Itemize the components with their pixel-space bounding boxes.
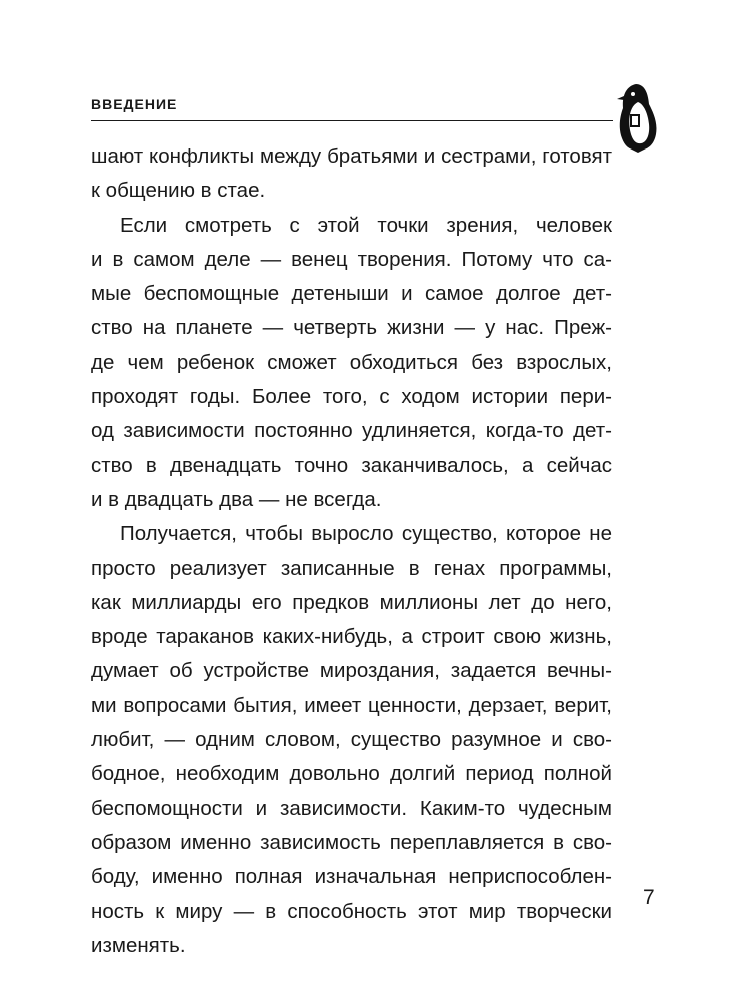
text-line: од зависимости постоянно удлиняется, когда-то дет- bbox=[91, 419, 612, 443]
text-line: де чем ребенок сможет обходиться без взрослых, bbox=[91, 350, 612, 374]
text-line: ство на планете — четверть жизни — у нас. Преж- bbox=[91, 316, 612, 340]
text-line: и в самом деле — венец творения. Потому что са- bbox=[91, 247, 612, 271]
running-head-title: ВВЕДЕНИЕ bbox=[91, 96, 178, 112]
text-line: думает об устройстве мироздания, задается вечны- bbox=[91, 659, 612, 683]
text-line: вроде тараканов каких-нибудь, а строит свою жизнь, bbox=[91, 625, 612, 649]
header-rule bbox=[91, 120, 613, 121]
text-line: проходят годы. Более того, с ходом истории пери- bbox=[91, 385, 612, 409]
text-line: шают конфликты между братьями и сестрами, готовят bbox=[91, 145, 612, 168]
text-line: ми вопросами бытия, имеет ценности, дерзает, верит, bbox=[91, 693, 612, 717]
text-line: просто реализует записанные в генах программы, bbox=[91, 556, 612, 580]
text-line: Если смотреть с этой точки зрения, человек bbox=[120, 213, 612, 237]
text-line: как миллиарды его предков миллионы лет до него, bbox=[91, 590, 612, 614]
text-line: мые беспомощные детеныши и самое долгое дет- bbox=[91, 282, 612, 306]
penguin-icon bbox=[616, 82, 658, 154]
body-text bbox=[91, 140, 612, 963]
page-number: 7 bbox=[643, 886, 655, 909]
text-line: боду, именно полная изначальная неприспособлен- bbox=[91, 865, 612, 889]
text-line: и в двадцать два — не всегда. bbox=[91, 487, 382, 511]
text-line: любит, — одним словом, существо разумное и сво- bbox=[91, 728, 612, 752]
text-line: Получается, чтобы выросло существо, которое не bbox=[120, 522, 612, 546]
text-line: беспомощности и зависимости. Каким-то чудесным bbox=[91, 796, 612, 820]
text-line: изменять. bbox=[91, 933, 186, 957]
text-line: ство в двенадцать точно заканчивалось, а сейчас bbox=[91, 453, 612, 477]
text-line: ность к миру — в способность этот мир творчески bbox=[91, 899, 612, 923]
text-line: к общению в стае. bbox=[91, 179, 266, 203]
text-line: образом именно зависимость переплавляется в сво- bbox=[91, 830, 612, 854]
text-line: бодное, необходим довольно долгий период полной bbox=[91, 762, 612, 786]
